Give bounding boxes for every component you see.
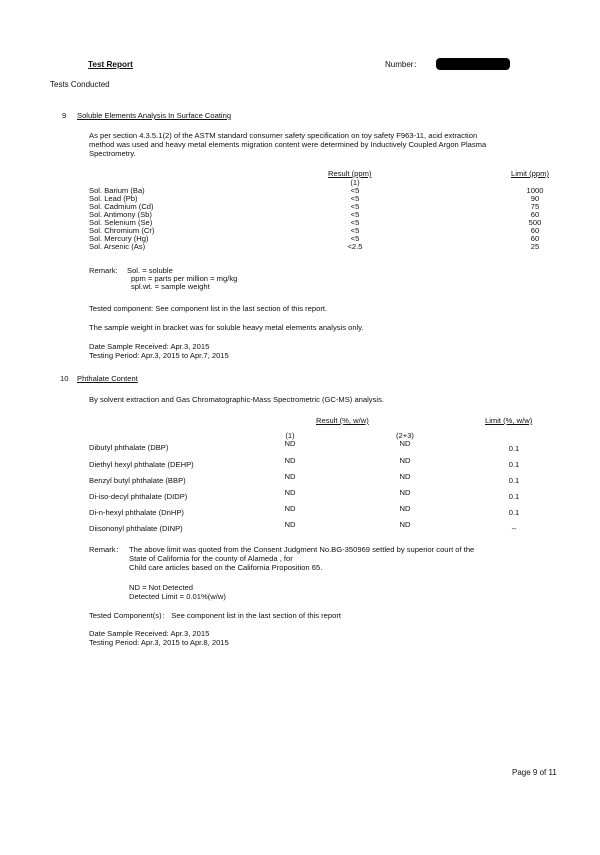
section-9-testing-period: Testing Period: Apr.3, 2015 to Apr.7, 2015	[89, 351, 229, 360]
element-name: Sol. Mercury (Hg)	[89, 234, 149, 243]
phthalate-result-2-3: ND	[399, 439, 411, 448]
section-10-sample-2-3: (2+3)	[396, 431, 414, 440]
section-10-result-header: Result (%, w/w)	[316, 416, 369, 425]
section-9-description-line-1: As per section 4.3.5.1(2) of the ASTM standard consumer safety specification on toy safety F963-11, acid extraction	[89, 131, 478, 140]
section-9-remark-line-1: Sol. = soluble	[127, 266, 173, 275]
element-limit: 500	[528, 218, 542, 227]
phthalate-limit: 0.1	[508, 476, 520, 485]
phthalate-result-1: ND	[284, 439, 296, 448]
element-limit: 60	[530, 226, 540, 235]
section-10-date-received: Date Sample Received: Apr.3, 2015	[89, 629, 210, 638]
phthalate-result-2-3: ND	[399, 456, 411, 465]
element-name: Sol. Cadmium (Cd)	[89, 202, 154, 211]
element-result: <5	[350, 186, 360, 195]
phthalate-limit: 0.1	[508, 460, 520, 469]
page-number: Page 9 of 11	[512, 768, 557, 777]
section-9-description-line-2: method was used and heavy metal elements migration content were determined by Inductively Coupled Argon Plasma	[89, 140, 487, 149]
section-10-description: By solvent extraction and Gas Chromatographic-Mass Spectrometric (GC-MS) analysis.	[89, 395, 384, 404]
phthalate-result-2-3: ND	[399, 472, 411, 481]
phthalate-result-1: ND	[284, 504, 296, 513]
element-result: <5	[350, 226, 360, 235]
section-10-tested-component: Tested Component(s)： See component list in the last section of this report	[89, 611, 341, 620]
phthalate-result-2-3: ND	[399, 520, 411, 529]
section-9-title: Soluble Elements Analysis In Surface Coating	[77, 111, 232, 120]
section-9-number: 9	[62, 111, 67, 120]
section-9-description-line-3: Spectrometry.	[89, 149, 136, 158]
tests-conducted-heading: Tests Conducted	[50, 80, 110, 89]
element-result: <2.5	[347, 242, 363, 251]
phthalate-result-1: ND	[284, 472, 296, 481]
section-10-detected-limit: Detected Limit = 0.01%(w/w)	[129, 592, 226, 601]
element-name: Sol. Selenium (Se)	[89, 218, 153, 227]
section-9-note: The sample weight in bracket was for soluble heavy metal elements analysis only.	[89, 323, 364, 332]
element-name: Sol. Chromium (Cr)	[89, 226, 155, 235]
section-9-remark-line-2: ppm = parts per million = mg/kg	[131, 274, 238, 283]
phthalate-name: Di-iso-decyl phthalate (DIDP)	[89, 492, 188, 501]
phthalate-name: Dibutyl phthalate (DBP)	[89, 443, 169, 452]
phthalate-limit: 0.1	[508, 444, 520, 453]
phthalate-result-1: ND	[284, 520, 296, 529]
section-10-nd-note: ND = Not Detected	[129, 583, 193, 592]
section-9-remark-label: Remark:	[89, 266, 118, 275]
section-10-remark-line-3: Child care articles based on the California Proposition 65.	[129, 563, 323, 572]
element-limit: 90	[530, 194, 540, 203]
element-limit: 25	[530, 242, 540, 251]
redacted-report-number	[436, 58, 510, 70]
section-9-tested-component: Tested component: See component list in the last section of this report.	[89, 304, 328, 313]
phthalate-result-1: ND	[284, 456, 296, 465]
section-10-testing-period: Testing Period: Apr.3, 2015 to Apr.8, 2015	[89, 638, 229, 647]
element-result: <5	[350, 210, 360, 219]
section-9-remark-line-3: spl.wt. = sample weight	[131, 282, 210, 291]
section-10-limit-header: Limit (%, w/w)	[485, 416, 533, 425]
phthalate-result-1: ND	[284, 488, 296, 497]
section-9-result-header: Result (ppm)	[328, 169, 372, 178]
element-result: <5	[350, 194, 360, 203]
element-limit: 75	[530, 202, 540, 211]
element-name: Sol. Arsenic (As)	[89, 242, 146, 251]
phthalate-limit: 0.1	[508, 508, 520, 517]
report-number-label: Number：	[385, 60, 422, 69]
phthalate-name: Di-n-hexyl phthalate (DnHP)	[89, 508, 184, 517]
report-title: Test Report	[88, 60, 133, 69]
element-limit: 1000	[526, 186, 544, 195]
phthalate-result-2-3: ND	[399, 488, 411, 497]
section-10-sample-1: (1)	[285, 431, 295, 440]
phthalate-limit: 0.1	[508, 492, 520, 501]
section-10-remark-line-2: State of California for the county of Alameda , for	[129, 554, 293, 563]
element-limit: 60	[530, 210, 540, 219]
element-name: Sol. Barium (Ba)	[89, 186, 145, 195]
element-result: <5	[350, 202, 360, 211]
element-name: Sol. Lead (Pb)	[89, 194, 138, 203]
phthalate-name: Benzyl butyl phthalate (BBP)	[89, 476, 186, 485]
element-name: Sol. Antimony (Sb)	[89, 210, 152, 219]
phthalate-limit: --	[511, 524, 517, 533]
section-10-remark-line-1: The above limit was quoted from the Consent Judgment No.BG-350969 settled by superior court of the	[129, 545, 475, 554]
section-9-sample-number: (1)	[350, 178, 360, 187]
element-result: <5	[350, 234, 360, 243]
section-10-remark-label: Remark：	[89, 545, 124, 554]
phthalate-name: Diethyl hexyl phthalate (DEHP)	[89, 460, 194, 469]
phthalate-name: Diisononyl phthalate (DINP)	[89, 524, 183, 533]
section-10-title: Phthalate Content	[77, 374, 138, 383]
section-9-limit-header: Limit (ppm)	[511, 169, 549, 178]
element-result: <5	[350, 218, 360, 227]
phthalate-result-2-3: ND	[399, 504, 411, 513]
section-10-number: 10	[60, 374, 69, 383]
section-9-date-received: Date Sample Received: Apr.3, 2015	[89, 342, 210, 351]
element-limit: 60	[530, 234, 540, 243]
